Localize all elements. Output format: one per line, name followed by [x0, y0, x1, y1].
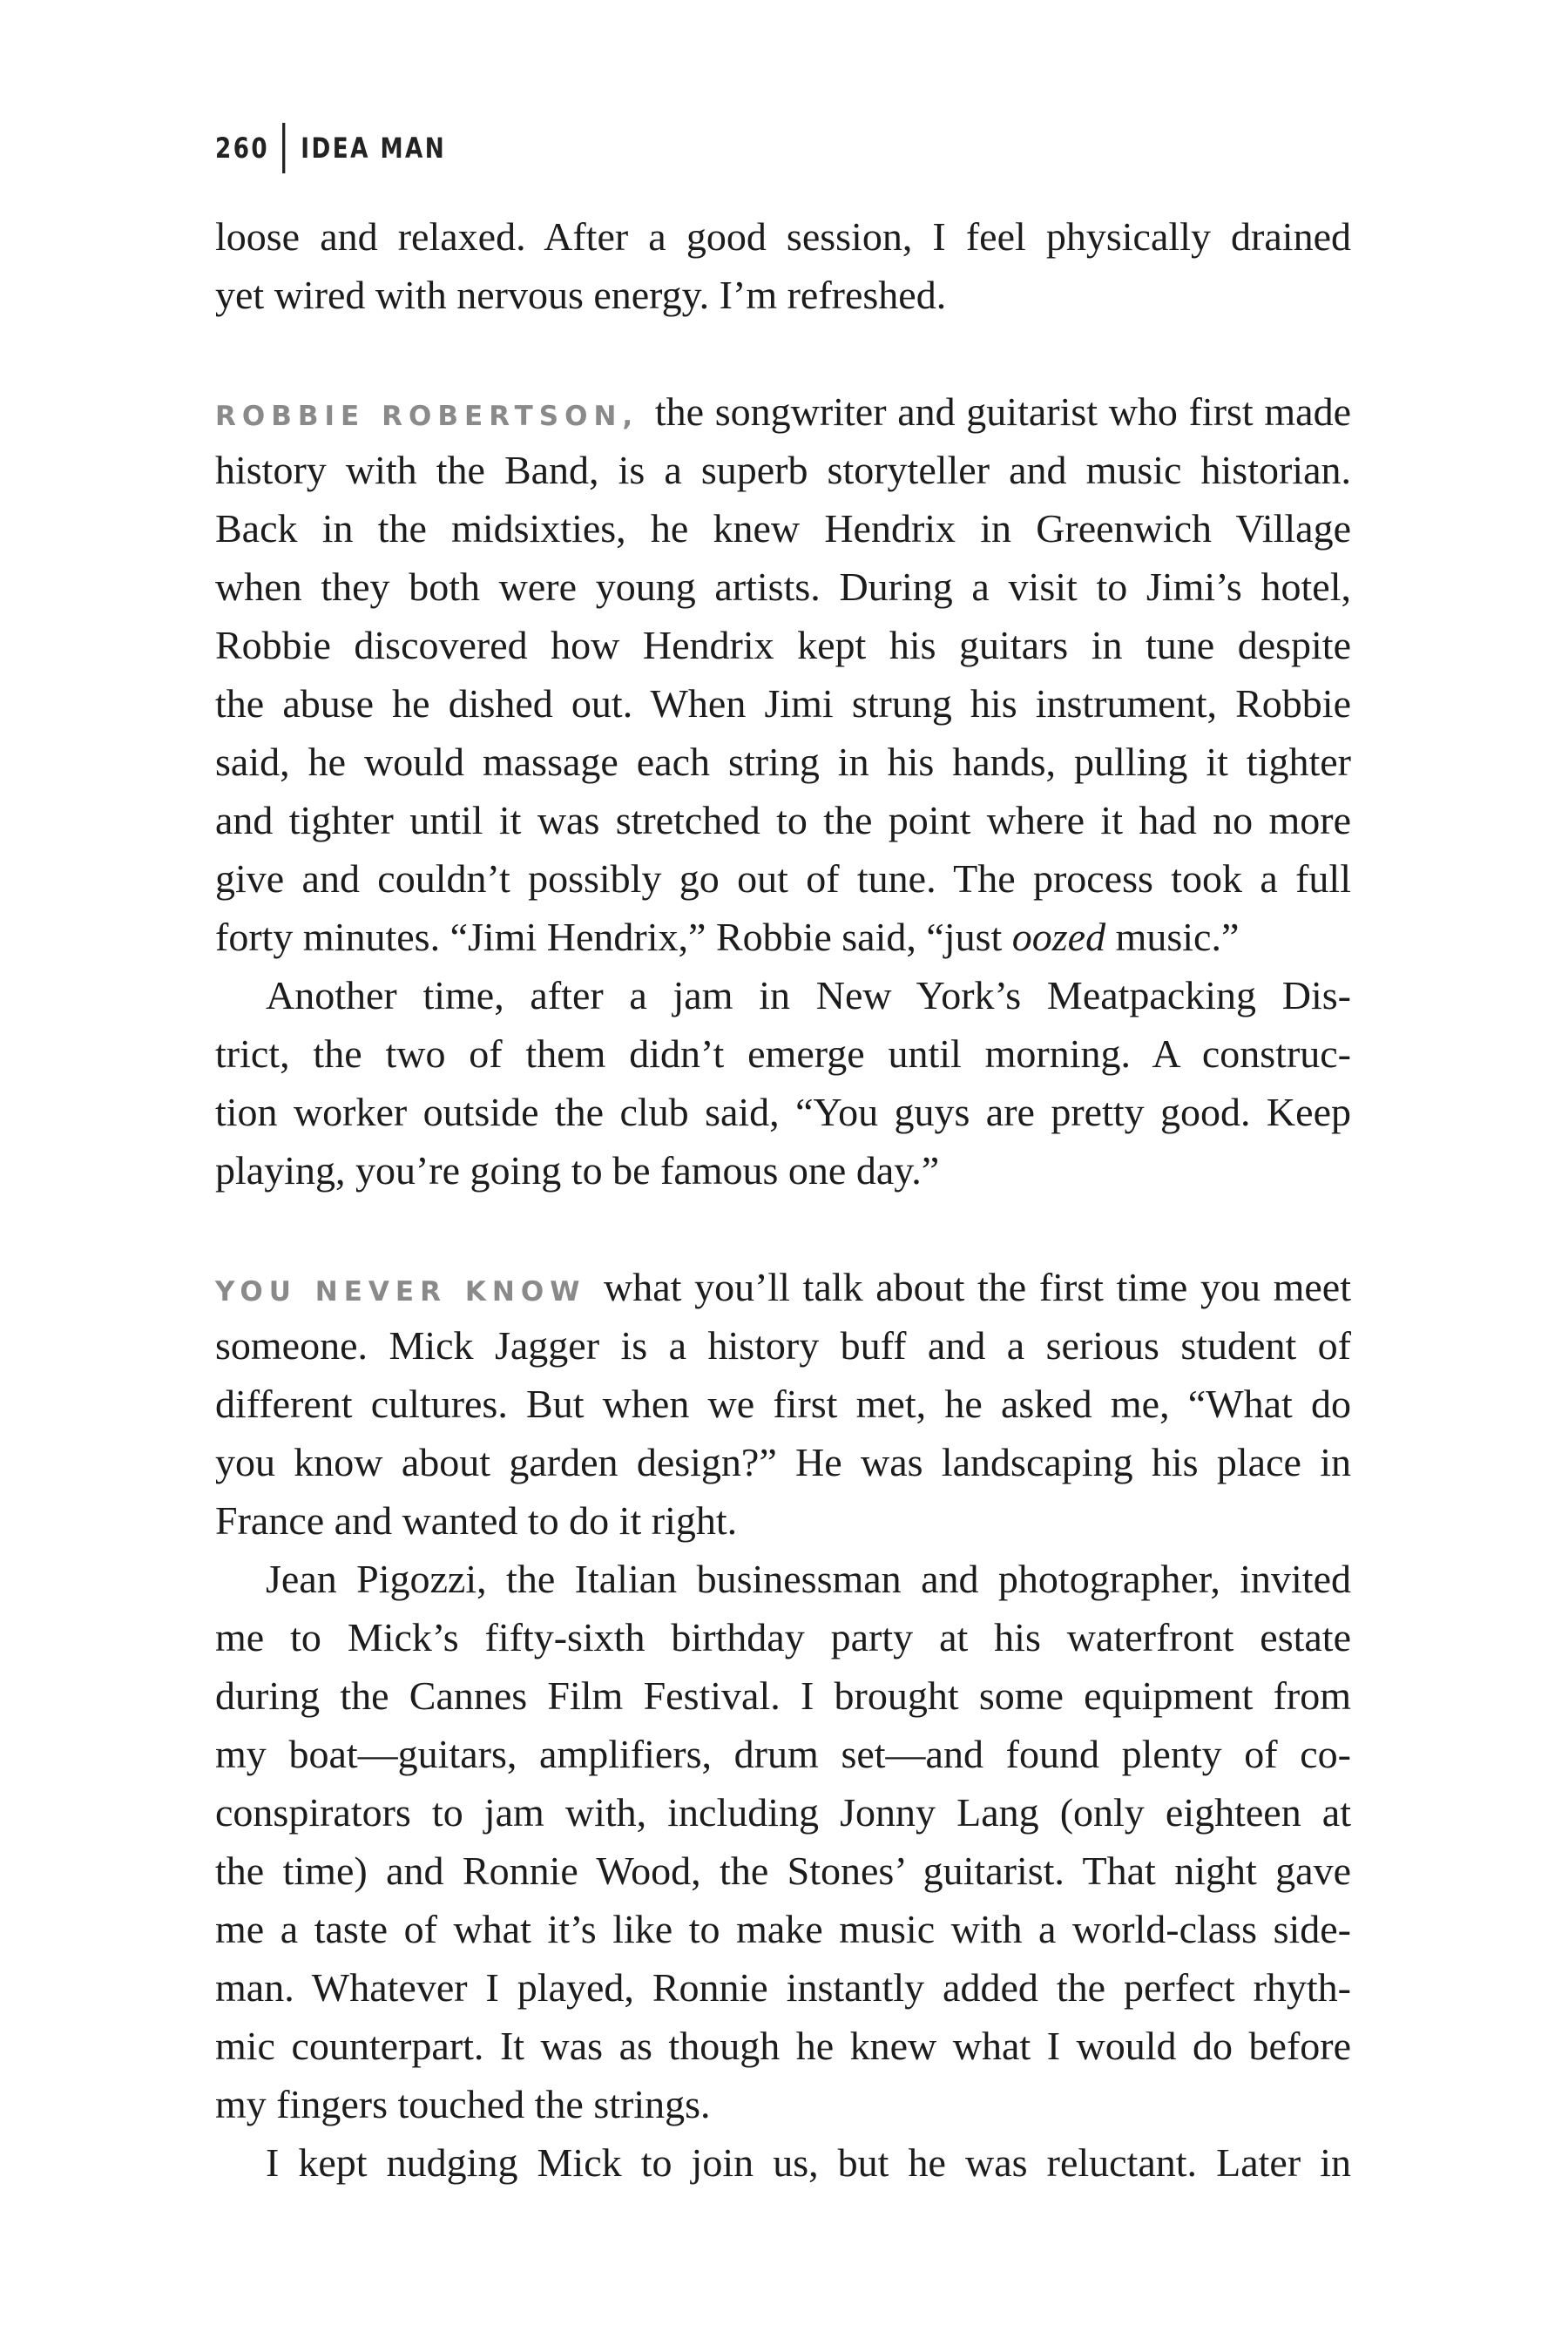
text-line: [215, 382, 1351, 441]
lead-in-small-caps: YOU NEVER KNOW: [215, 1276, 586, 1308]
paragraph-continues: [215, 2133, 1351, 2192]
text-line: I kept nudging Mick to join us, but he was reluctant. Later in: [266, 2140, 1351, 2185]
paragraph: [215, 966, 1351, 1200]
lead-in-small-caps: ROBBIE ROBERTSON,: [215, 401, 639, 432]
body-text: [215, 207, 1351, 2192]
text-line: Robbie discovered how Hendrix kept his guitars in tune despite: [215, 623, 1351, 667]
text-line: the time) and Ronnie Wood, the Stones’ guitarist. That night gave: [215, 1848, 1351, 1893]
text-line: loose and relaxed. After a good session, I feel physically drained: [215, 214, 1351, 259]
text-line: history with the Band, is a superb storyteller and music historian.: [215, 448, 1351, 492]
text-line: give and couldn’t possibly go out of tune. The process took a full: [215, 856, 1351, 901]
text-fragment: forty minutes. “Jimi Hendrix,” Robbie said, “just: [215, 915, 1012, 959]
text-line: trict, the two of them didn’t emerge until morning. A construc-: [215, 1031, 1351, 1076]
text-line: me a taste of what it’s like to make music with a world-class side-: [215, 1907, 1351, 1951]
italic-emphasis: oozed: [1011, 915, 1106, 959]
text-line: my fingers touched the strings.: [215, 2082, 711, 2126]
text-line: different cultures. But when we first met, he asked me, “What do: [215, 1382, 1351, 1426]
text-line: France and wanted to do it right.: [215, 1498, 738, 1543]
text-line: Back in the midsixties, he knew Hendrix in Greenwich Village: [215, 506, 1351, 551]
text-line: yet wired with nervous energy. I’m refreshed.: [215, 273, 947, 317]
text-line: me to Mick’s fifty-sixth birthday party at his waterfront estate: [215, 1615, 1351, 1659]
text-line: and tighter until it was stretched to the point where it had no more: [215, 798, 1351, 842]
paragraph: [215, 1550, 1351, 2133]
text-line: tion worker outside the club said, “You guys are pretty good. Keep: [215, 1090, 1351, 1134]
paragraph-you-never-know: [215, 1258, 1351, 1550]
section-break: [215, 324, 1351, 382]
text-line: someone. Mick Jagger is a history buff and a serious student of: [215, 1323, 1351, 1368]
header-divider: [282, 123, 285, 173]
text-line: conspirators to jam with, including Jonny Lang (only eighteen at: [215, 1790, 1351, 1835]
text-line: playing, you’re going to be famous one day.”: [215, 1148, 940, 1193]
running-head: [215, 124, 446, 172]
text-line: when they both were young artists. During a visit to Jimi’s hotel,: [215, 564, 1351, 609]
text-line: [215, 908, 1351, 966]
text-line: during the Cannes Film Festival. I brought some equipment from: [215, 1673, 1351, 1718]
text-line: the abuse he dished out. When Jimi strung his instrument, Robbie: [215, 681, 1351, 726]
paragraph-continued: [215, 207, 1351, 324]
book-title: IDEA MAN: [301, 132, 447, 165]
text-line: [215, 1258, 1351, 1316]
text-line: you know about garden design?” He was landscaping his place in: [215, 1440, 1351, 1484]
text-line: Another time, after a jam in New York’s Meatpacking Dis-: [266, 973, 1351, 1017]
text-fragment: music.”: [1105, 915, 1240, 959]
text-line: man. Whatever I played, Ronnie instantly added the perfect rhyth-: [215, 1965, 1351, 2010]
text-line: said, he would massage each string in his hands, pulling it tighter: [215, 740, 1351, 784]
text-line: Jean Pigozzi, the Italian businessman and photographer, invited: [266, 1557, 1351, 1601]
paragraph-robbie-robertson: [215, 382, 1351, 966]
text-line: my boat—guitars, amplifiers, drum set—and found plenty of co-: [215, 1732, 1351, 1776]
page-number: 260: [215, 132, 270, 165]
text-fragment: what you’ll talk about the first time you meet: [604, 1265, 1351, 1309]
section-break: [215, 1200, 1351, 1258]
text-line: mic counterpart. It was as though he knew what I would do before: [215, 2024, 1351, 2068]
text-fragment: the songwriter and guitarist who first made: [654, 389, 1352, 434]
